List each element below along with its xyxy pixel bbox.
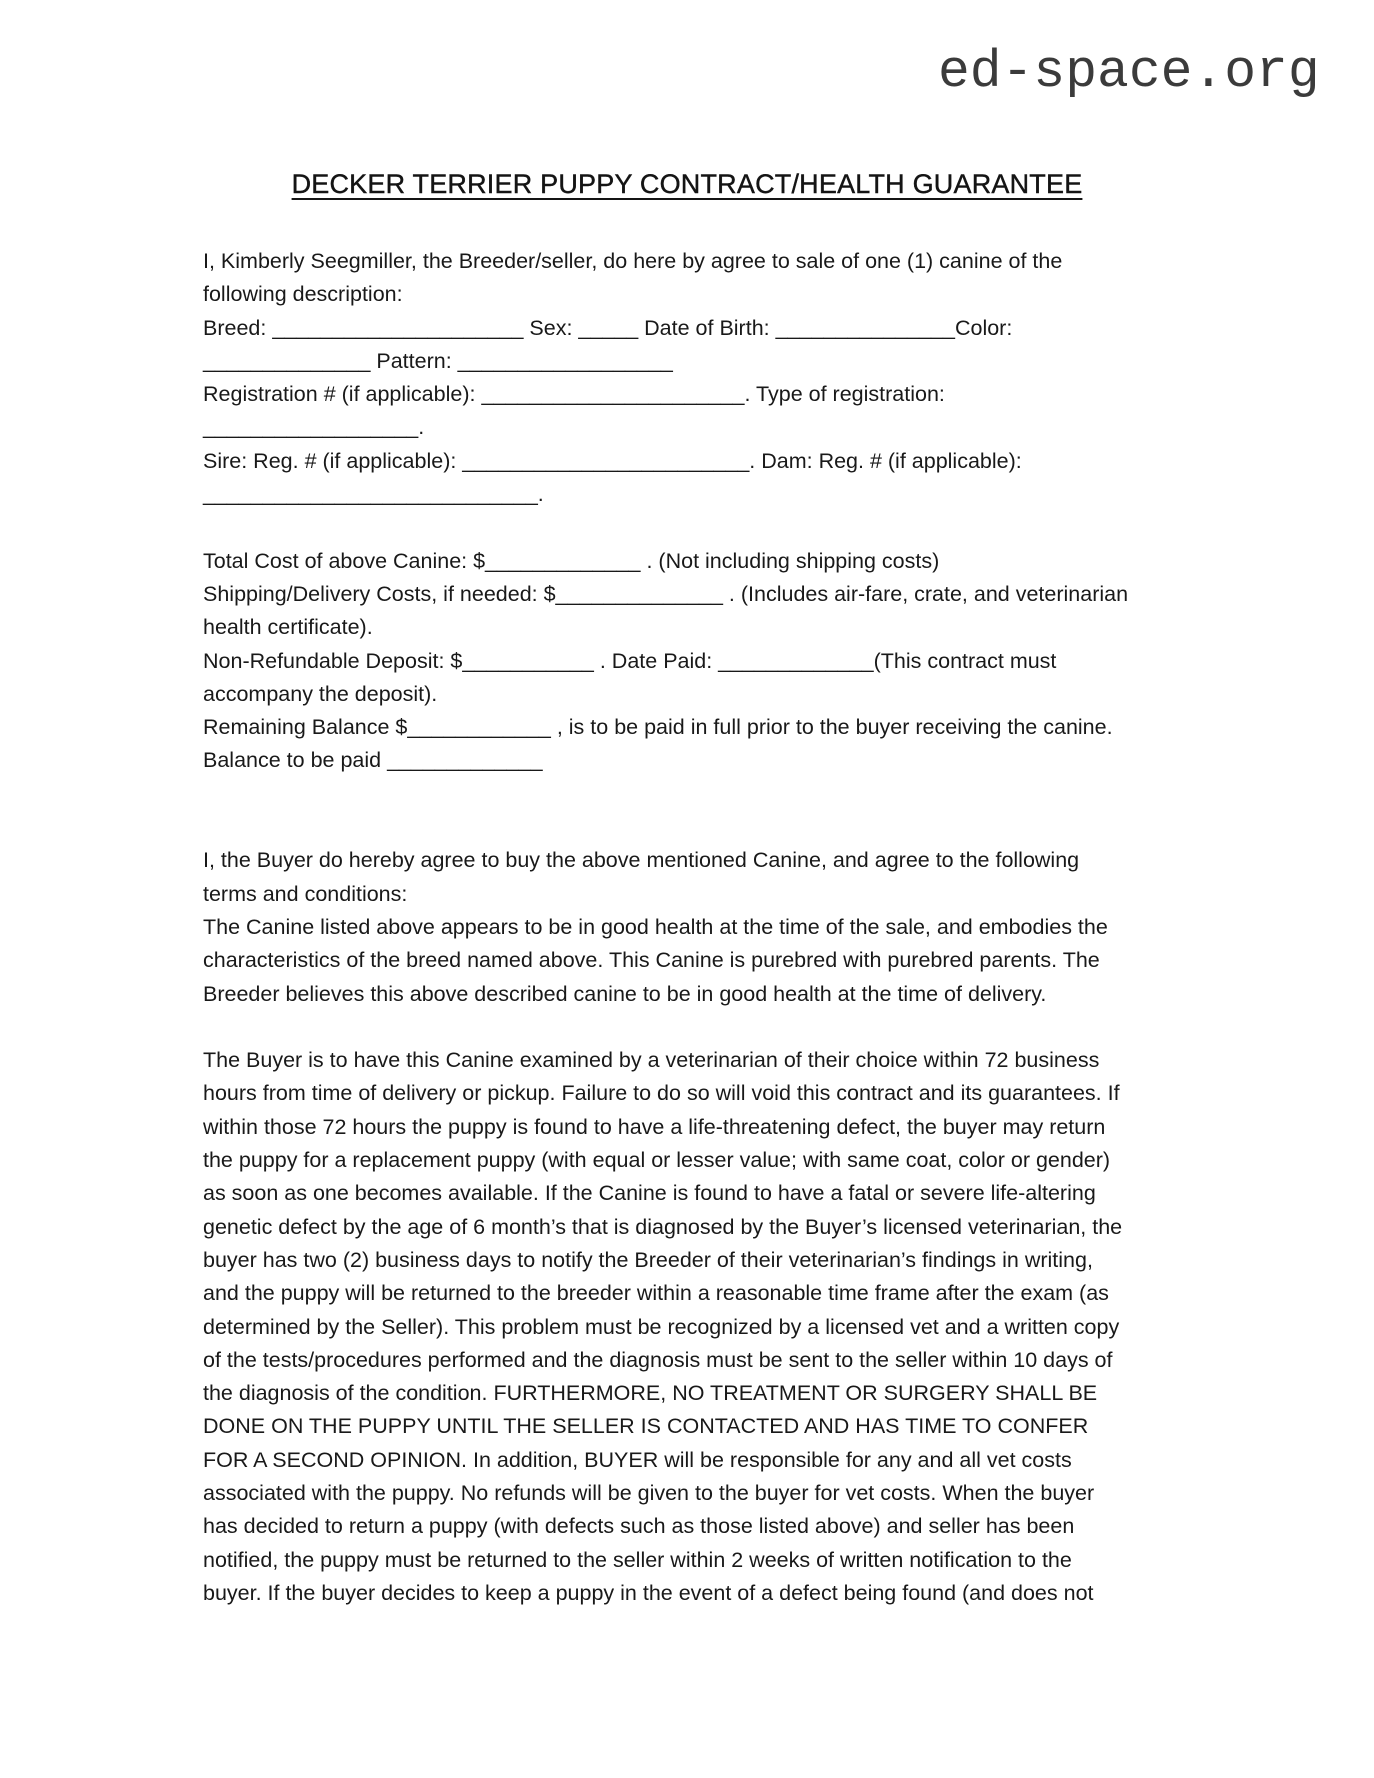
document-line: Breeder believes this above described canine to be in good health at the time of delivery. <box>203 981 1047 1006</box>
document-line: determined by the Seller). This problem must be recognized by a licensed vet and a written copy <box>203 1314 1120 1339</box>
document-line: Registration # (if applicable): ______________________. Type of registration: <box>203 382 945 407</box>
document-line: FOR A SECOND OPINION. In addition, BUYER will be responsible for any and all vet costs <box>203 1447 1072 1472</box>
blank-line <box>203 1011 1243 1044</box>
document-line: Total Cost of above Canine: $_____________ . (Not including shipping costs) <box>203 548 940 573</box>
document-line: associated with the puppy. No refunds will be given to the buyer for vet costs. When the buyer <box>203 1480 1095 1505</box>
document-line: and the puppy will be returned to the breeder within a reasonable time frame after the exam (as <box>203 1281 1109 1306</box>
document-body <box>203 245 1243 1610</box>
site-logo: ed-space.org <box>938 42 1320 102</box>
document-line: ____________________________. <box>203 482 544 507</box>
document-line: the diagnosis of the condition. FURTHERMORE, NO TREATMENT OR SURGERY SHALL BE <box>203 1381 1098 1406</box>
document-line: Sire: Reg. # (if applicable): ________________________. Dam: Reg. # (if applicable): <box>203 448 1022 473</box>
seller-intro-section <box>203 245 1243 511</box>
document-line: I, Kimberly Seegmiller, the Breeder/seller, do here by agree to sale of one (1) canine of the <box>203 249 1063 273</box>
document-line: within those 72 hours the puppy is found to have a life-threatening defect, the buyer may return <box>203 1114 1106 1139</box>
document-line: health certificate). <box>203 615 373 640</box>
document-line: The Canine listed above appears to be in good health at the time of the sale, and embodies the <box>203 914 1108 939</box>
document-line: __________________. <box>203 415 425 440</box>
document-line: Breed: _____________________ Sex: _____ Date of Birth: _______________Color: <box>203 315 1013 340</box>
document-line: Shipping/Delivery Costs, if needed: $______________ . (Includes air-fare, crate, and veterinarian <box>203 581 1129 606</box>
document-line: Balance to be paid _____________ <box>203 748 543 773</box>
document-line: as soon as one becomes available. If the Canine is found to have a fatal or severe life-altering <box>203 1181 1096 1206</box>
document-line: Remaining Balance $____________ , is to be paid in full prior to the buyer receiving the canine. <box>203 715 1113 740</box>
document-line: genetic defect by the age of 6 month’s that is diagnosed by the Buyer’s licensed veterinarian, the <box>203 1214 1123 1239</box>
document-line: ______________ Pattern: __________________ <box>203 348 673 373</box>
document-line: has decided to return a puppy (with defects such as those listed above) and seller has been <box>203 1514 1075 1539</box>
document-line: The Buyer is to have this Canine examined by a veterinarian of their choice within 72 business <box>203 1048 1100 1073</box>
document-line: hours from time of delivery or pickup. Failure to do so will void this contract and its guarantees. If <box>203 1081 1120 1106</box>
document-line: characteristics of the breed named above. This Canine is purebred with purebred parents. The <box>203 948 1100 973</box>
blank-line <box>203 511 1243 544</box>
buyer-agreement-section <box>203 844 1243 1010</box>
document-line: following description: <box>203 282 403 307</box>
document-title-text: DECKER TERRIER PUPPY CONTRACT/HEALTH GUARANTEE <box>291 169 1083 199</box>
document-line: of the tests/procedures performed and the diagnosis must be sent to the seller within 10 days of <box>203 1347 1113 1372</box>
document-line: Non-Refundable Deposit: $___________ . Date Paid: _____________(This contract must <box>203 648 1057 673</box>
document-title <box>0 169 1374 200</box>
document-line: the puppy for a replacement puppy (with equal or lesser value; with same coat, color or gender) <box>203 1148 1111 1173</box>
document-line: buyer has two (2) business days to notify the Breeder of their veterinarian’s findings in writing, <box>203 1247 1093 1272</box>
document-line: buyer. If the buyer decides to keep a puppy in the event of a defect being found (and does not <box>203 1580 1094 1605</box>
cost-section <box>203 545 1243 778</box>
document-line: I, the Buyer do hereby agree to buy the above mentioned Canine, and agree to the following <box>203 848 1080 873</box>
document-line: accompany the deposit). <box>203 681 438 706</box>
document-line: terms and conditions: <box>203 881 408 906</box>
document-line: DONE ON THE PUPPY UNTIL THE SELLER IS CONTACTED AND HAS TIME TO CONFER <box>203 1414 1089 1439</box>
blank-lines <box>203 778 1243 845</box>
terms-section <box>203 1044 1243 1610</box>
document-line: notified, the puppy must be returned to the seller within 2 weeks of written notification to the <box>203 1547 1072 1572</box>
